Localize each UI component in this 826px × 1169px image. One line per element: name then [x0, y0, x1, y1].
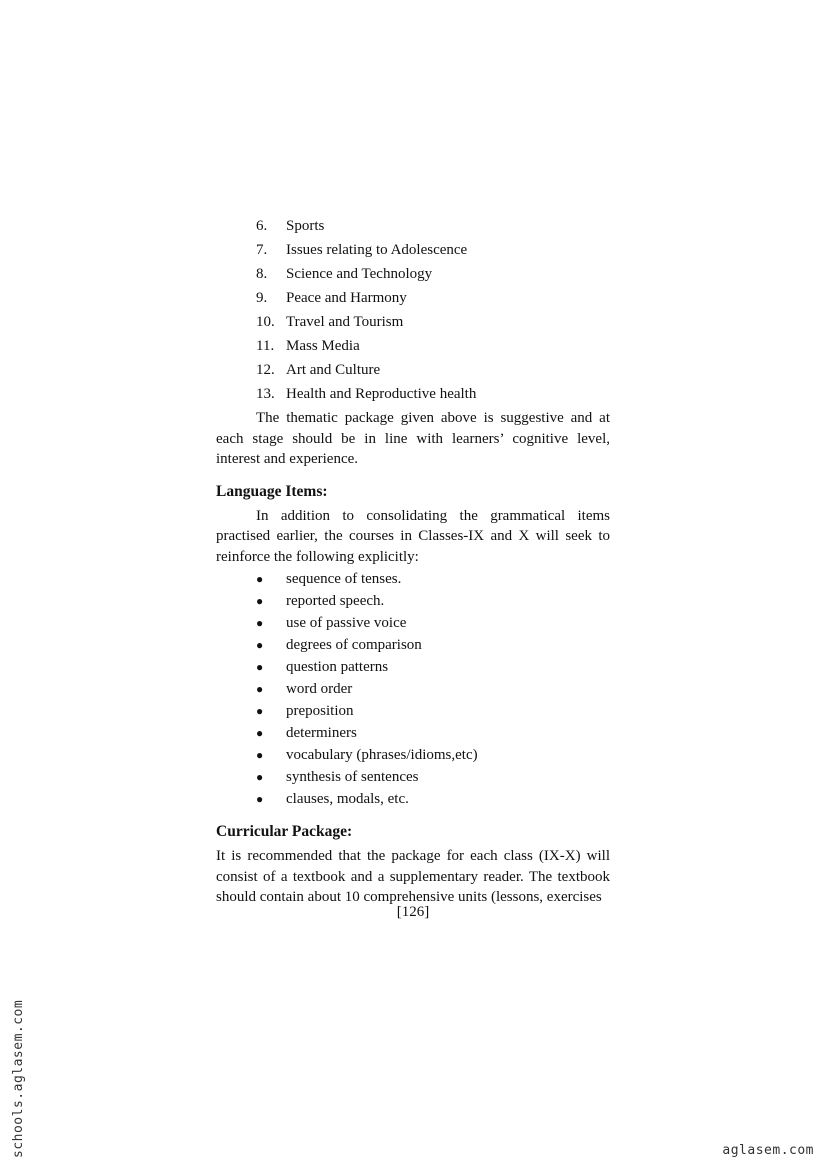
- list-text: vocabulary (phrases/idioms,etc): [286, 747, 478, 763]
- list-text: clauses, modals, etc.: [286, 791, 409, 807]
- list-number: 10.: [256, 314, 275, 330]
- list-item: [216, 590, 610, 612]
- list-item: [216, 310, 610, 334]
- list-number: 8.: [256, 266, 268, 282]
- language-items-intro: In addition to consolidating the grammatical items practised earlier, the courses in Classes-IX and X will seek to reinforce the following explicitly:: [216, 507, 610, 565]
- list-text: Health and Reproductive health: [286, 386, 477, 402]
- list-text: preposition: [286, 703, 354, 719]
- list-item: [216, 214, 610, 238]
- list-item: [216, 744, 610, 766]
- list-text: Science and Technology: [286, 266, 433, 282]
- list-item: [216, 238, 610, 262]
- corner-watermark: aglasem.com: [722, 1143, 814, 1158]
- list-number: 6.: [256, 218, 268, 234]
- list-text: Peace and Harmony: [286, 290, 407, 306]
- bullet-icon: ●: [256, 594, 264, 608]
- list-item: [216, 568, 610, 590]
- bullet-icon: ●: [256, 638, 264, 652]
- list-item: [216, 766, 610, 788]
- list-item: [216, 382, 610, 406]
- list-item: [216, 634, 610, 656]
- thematic-paragraph: The thematic package given above is suggestive and at each stage should be in line with learners’ cognitive level, interest and experience.: [216, 410, 610, 467]
- list-text: determiners: [286, 725, 357, 741]
- list-text: question patterns: [286, 659, 389, 675]
- list-text: word order: [286, 681, 353, 697]
- list-text: Art and Culture: [286, 362, 381, 378]
- curricular-package-heading: Curricular Package:: [216, 823, 353, 840]
- list-item: [216, 700, 610, 722]
- list-item: [216, 358, 610, 382]
- list-item: [216, 722, 610, 744]
- page-content: [216, 214, 610, 908]
- list-number: 7.: [256, 242, 268, 258]
- list-number: 12.: [256, 362, 275, 378]
- language-items-list: [216, 568, 610, 810]
- bullet-icon: ●: [256, 770, 264, 784]
- bullet-icon: ●: [256, 792, 264, 806]
- list-text: Mass Media: [286, 338, 360, 354]
- list-text: Travel and Tourism: [286, 314, 404, 330]
- curricular-package-text: It is recommended that the package for each class (IX-X) will consist of a textbook and a supplementary reader. The textbook should contain about 10 comprehensive units (lessons, exercises: [216, 848, 610, 905]
- bullet-icon: ●: [256, 748, 264, 762]
- list-item: [216, 334, 610, 358]
- list-item: [216, 286, 610, 310]
- list-text: degrees of comparison: [286, 637, 422, 653]
- list-text: sequence of tenses.: [286, 571, 402, 587]
- list-number: 13.: [256, 386, 275, 402]
- list-item: [216, 612, 610, 634]
- list-text: Issues relating to Adolescence: [286, 242, 468, 258]
- bullet-icon: ●: [256, 572, 264, 586]
- language-items-heading: Language Items:: [216, 482, 328, 500]
- bullet-icon: ●: [256, 616, 264, 630]
- bullet-icon: ●: [256, 682, 264, 696]
- bullet-icon: ●: [256, 704, 264, 718]
- bullet-icon: ●: [256, 726, 264, 740]
- thematic-list: [216, 214, 610, 406]
- list-text: Sports: [286, 218, 325, 234]
- list-text: reported speech.: [286, 593, 385, 609]
- list-number: 11.: [256, 338, 275, 354]
- bullet-icon: ●: [256, 660, 264, 674]
- list-text: synthesis of sentences: [286, 769, 419, 785]
- page-number: [126]: [396, 904, 430, 920]
- list-number: 9.: [256, 290, 268, 306]
- list-item: [216, 678, 610, 700]
- side-watermark: schools.aglasem.com: [11, 999, 26, 1158]
- list-item: [216, 656, 610, 678]
- list-item: [216, 262, 610, 286]
- list-item: [216, 788, 610, 810]
- list-text: use of passive voice: [286, 615, 407, 631]
